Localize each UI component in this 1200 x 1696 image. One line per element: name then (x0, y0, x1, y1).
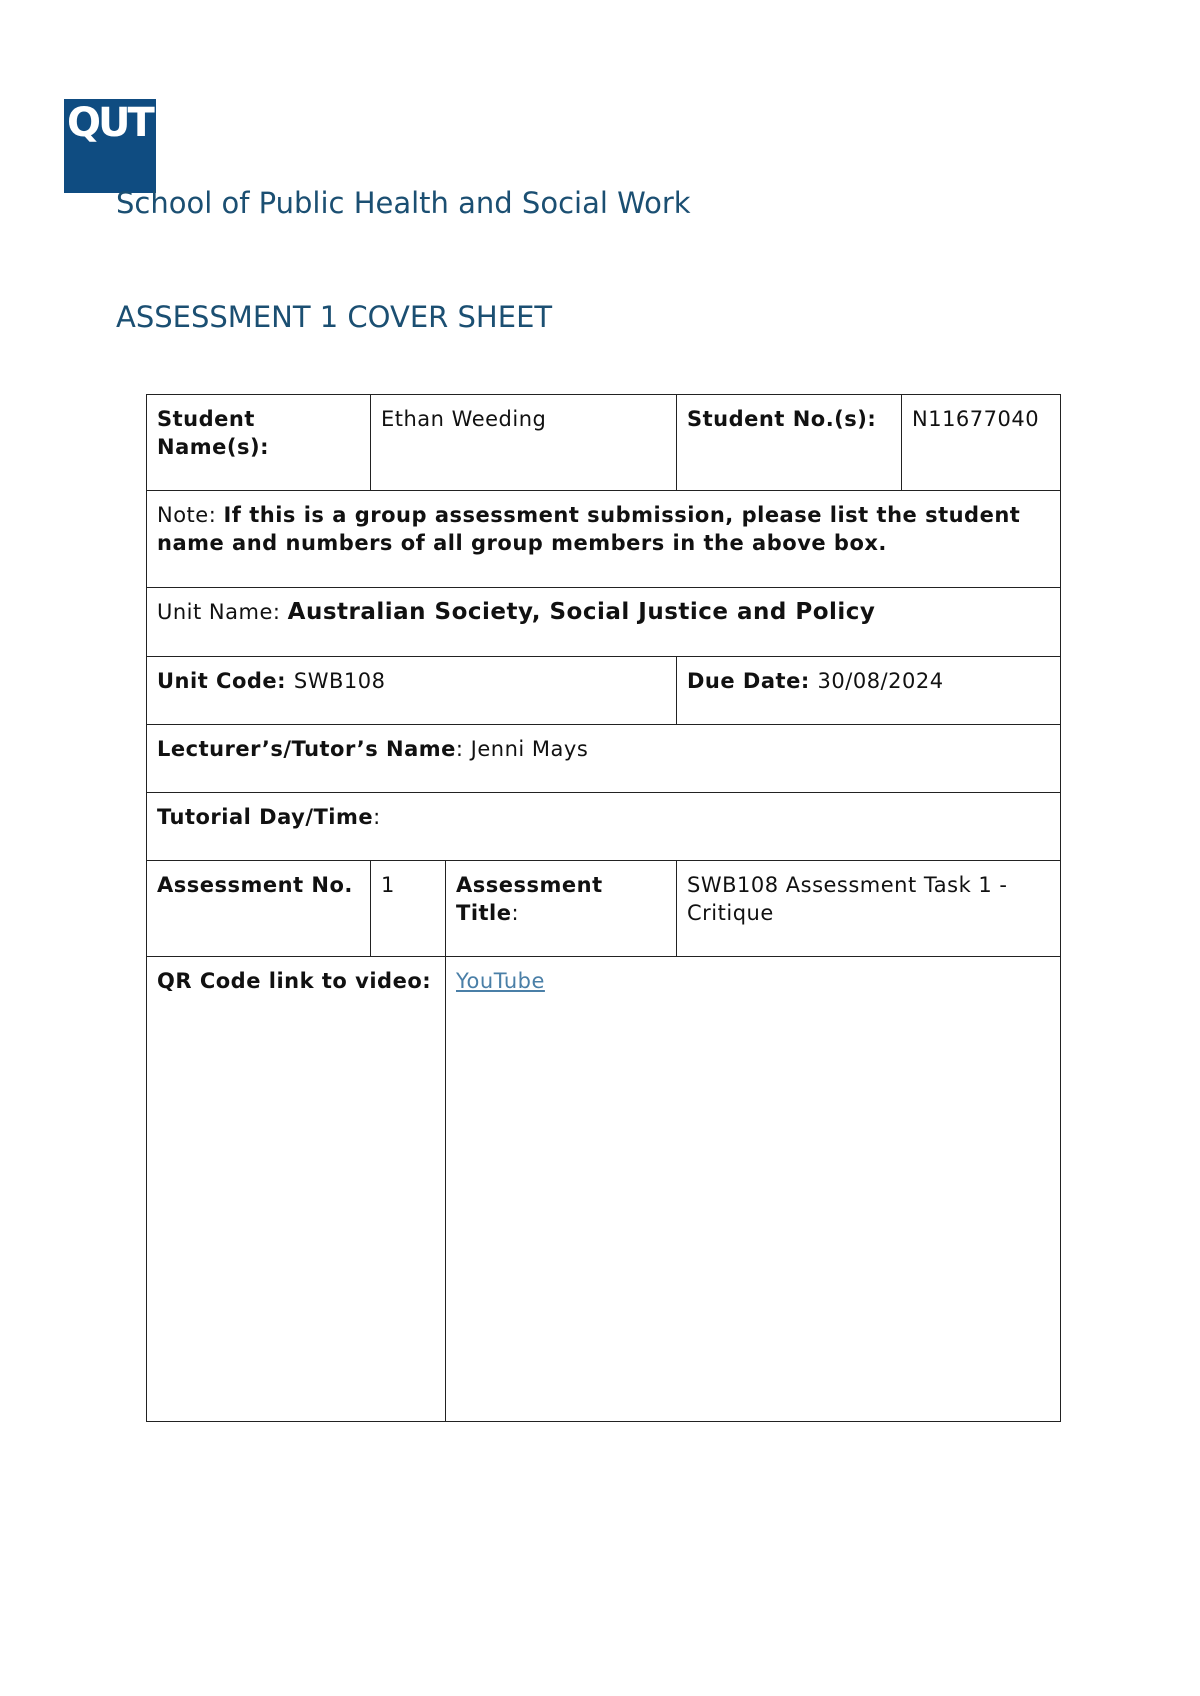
group-note: Note: If this is a group assessment submission, please list the student name and numbers of all group members in the above box. (147, 491, 1061, 588)
qr-label: QR Code link to video: (147, 957, 446, 1422)
qut-logo (64, 99, 156, 193)
student-row (147, 395, 1061, 491)
unit-code-cell[interactable]: Unit Code: SWB108 (147, 657, 677, 725)
tutorial-row (147, 793, 1061, 861)
lecturer-cell[interactable]: Lecturer’s/Tutor’s Name: Jenni Mays (147, 725, 1061, 793)
cover-sheet-table (146, 394, 1061, 1422)
logo-text: QUT (67, 100, 152, 146)
unit-name-row (147, 588, 1061, 657)
student-no-label: Student No.(s): (677, 395, 902, 491)
tutorial-cell[interactable]: Tutorial Day/Time: (147, 793, 1061, 861)
student-name-value[interactable]: Ethan Weeding (371, 395, 677, 491)
student-name-label: Student Name(s): (147, 395, 371, 491)
school-name: School of Public Health and Social Work (116, 186, 691, 220)
page-title: ASSESSMENT 1 COVER SHEET (116, 300, 553, 334)
assessment-title-label: Assessment Title: (446, 861, 677, 957)
note-row (147, 491, 1061, 588)
student-no-value[interactable]: N11677040 (902, 395, 1061, 491)
lecturer-row (147, 725, 1061, 793)
assessment-row (147, 861, 1061, 957)
assessment-no-value[interactable]: 1 (371, 861, 446, 957)
due-date-cell[interactable]: Due Date: 30/08/2024 (677, 657, 1061, 725)
qr-row (147, 957, 1061, 1422)
unit-name-cell[interactable]: Unit Name: Australian Society, Social Justice and Policy (147, 588, 1061, 657)
assessment-no-label: Assessment No. (147, 861, 371, 957)
unit-code-row (147, 657, 1061, 725)
qr-link-cell (446, 957, 1061, 1422)
youtube-link[interactable]: YouTube (456, 969, 545, 993)
assessment-title-value[interactable]: SWB108 Assessment Task 1 - Critique (677, 861, 1061, 957)
